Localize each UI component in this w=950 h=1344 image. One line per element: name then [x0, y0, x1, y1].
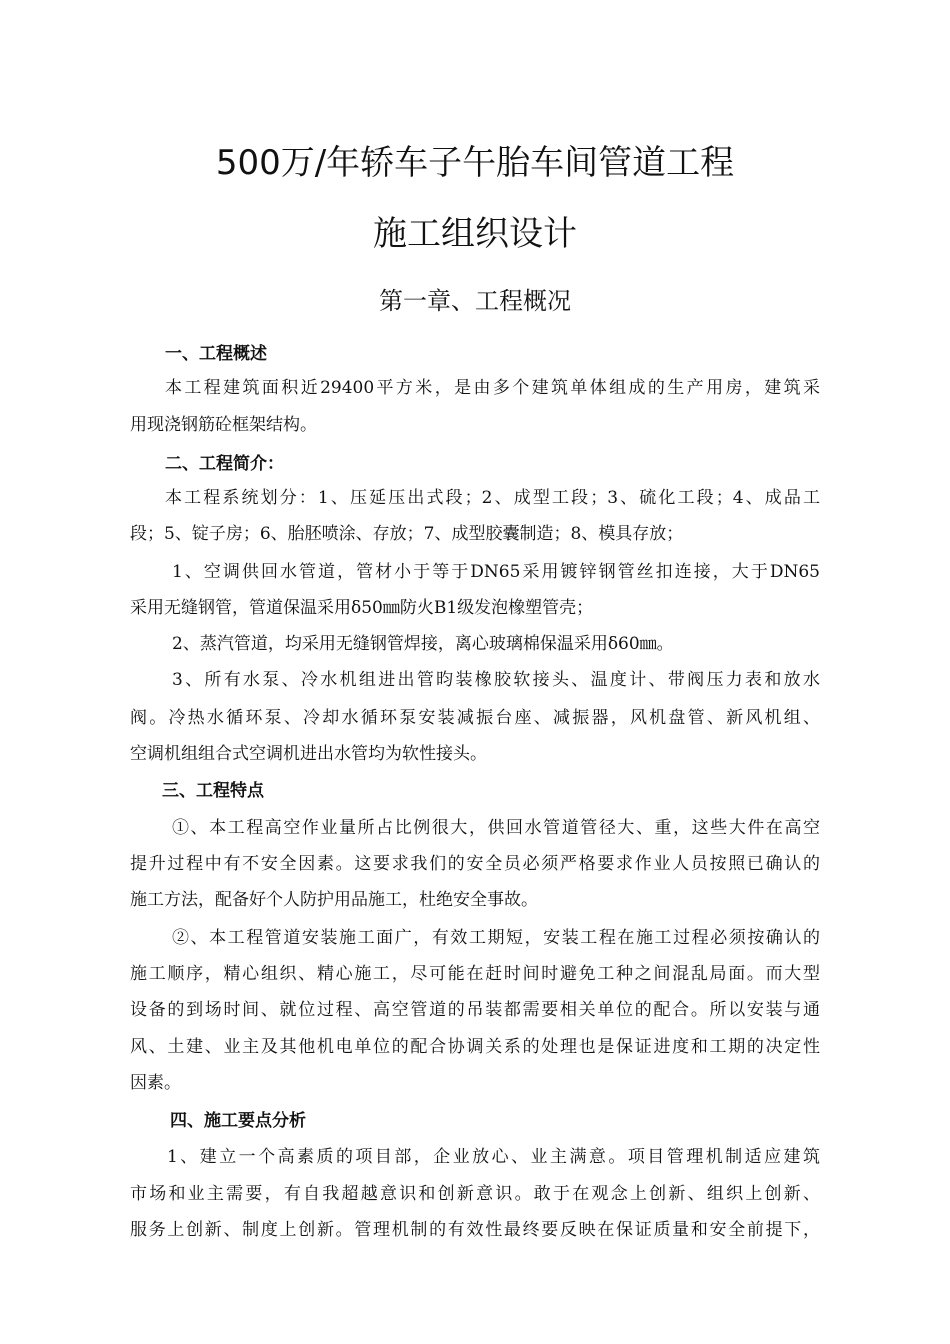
paragraph-line: 阀。冷热水循环泵、冷却水循环泵安装减振台座、减振器，风机盘管、新风机组、	[130, 708, 820, 728]
paragraph-line: 服务上创新、制度上创新。管理机制的有效性最终要反映在保证质量和安全前提下，	[130, 1220, 820, 1240]
section-heading-overview: 一、工程概述	[165, 344, 267, 364]
paragraph-line: 设备的到场时间、就位过程、高空管道的吊装都需要相关单位的配合。所以安装与通	[130, 1000, 820, 1020]
paragraph-line: 市场和业主需要，有自我超越意识和创新意识。敢于在观念上创新、组织上创新、	[130, 1184, 820, 1204]
paragraph-line: 风、土建、业主及其他机电单位的配合协调关系的处理也是保证进度和工期的决定性	[130, 1037, 820, 1057]
paragraph-line: ②、本工程管道安装施工面广，有效工期短，安装工程在施工过程必须按确认的	[172, 928, 820, 948]
section-heading-intro: 二、工程简介：	[165, 454, 284, 474]
paragraph-line: 采用无缝钢管，管道保温采用δ50㎜防火B1级发泡橡塑管壳；	[130, 598, 594, 618]
paragraph-line: 提升过程中有不安全因素。这要求我们的安全员必须严格要求作业人员按照已确认的	[130, 854, 820, 874]
paragraph-line: 空调机组组合式空调机进出水管均为软性接头。	[130, 744, 487, 764]
chapter-heading: 第一章、工程概况	[379, 287, 571, 315]
paragraph-line: 本工程系统划分：1、压延压出式段；2、成型工段；3、硫化工段；4、成品工	[165, 488, 820, 508]
section-heading-key-points: 四、施工要点分析	[170, 1111, 306, 1131]
document-subtitle: 施工组织设计	[373, 214, 577, 254]
paragraph-line: 段；5、锭子房；6、胎胚喷涂、存放；7、成型胶囊制造；8、模具存放；	[130, 524, 684, 544]
paragraph-line: 1、建立一个高素质的项目部，企业放心、业主满意。项目管理机制适应建筑	[167, 1147, 820, 1167]
paragraph-line: ①、本工程高空作业量所占比例很大，供回水管道管径大、重，这些大件在高空	[172, 818, 820, 838]
document-title: 500万/年轿车子午胎车间管道工程	[215, 143, 735, 183]
paragraph-line: 本工程建筑面积近29400平方米，是由多个建筑单体组成的生产用房，建筑采	[165, 378, 820, 398]
paragraph-line: 施工顺序，精心组织、精心施工，尽可能在赶时间时避免工种之间混乱局面。而大型	[130, 964, 820, 984]
paragraph-line: 用现浇钢筋砼框架结构。	[130, 415, 317, 435]
paragraph-line: 2、蒸汽管道，均采用无缝钢管焊接，离心玻璃棉保温采用δ60㎜。	[172, 634, 674, 654]
section-heading-features: 三、工程特点	[162, 781, 264, 801]
paragraph-line: 因素。	[130, 1073, 181, 1093]
paragraph-line: 3、所有水泵、冷水机组进出管昀装橡胶软接头、温度计、带阀压力表和放水	[172, 670, 820, 690]
paragraph-line: 施工方法，配备好个人防护用品施工，杜绝安全事故。	[130, 890, 538, 910]
paragraph-line: 1、空调供回水管道，管材小于等于DN65采用镀锌钢管丝扣连接，大于DN65	[172, 562, 820, 582]
